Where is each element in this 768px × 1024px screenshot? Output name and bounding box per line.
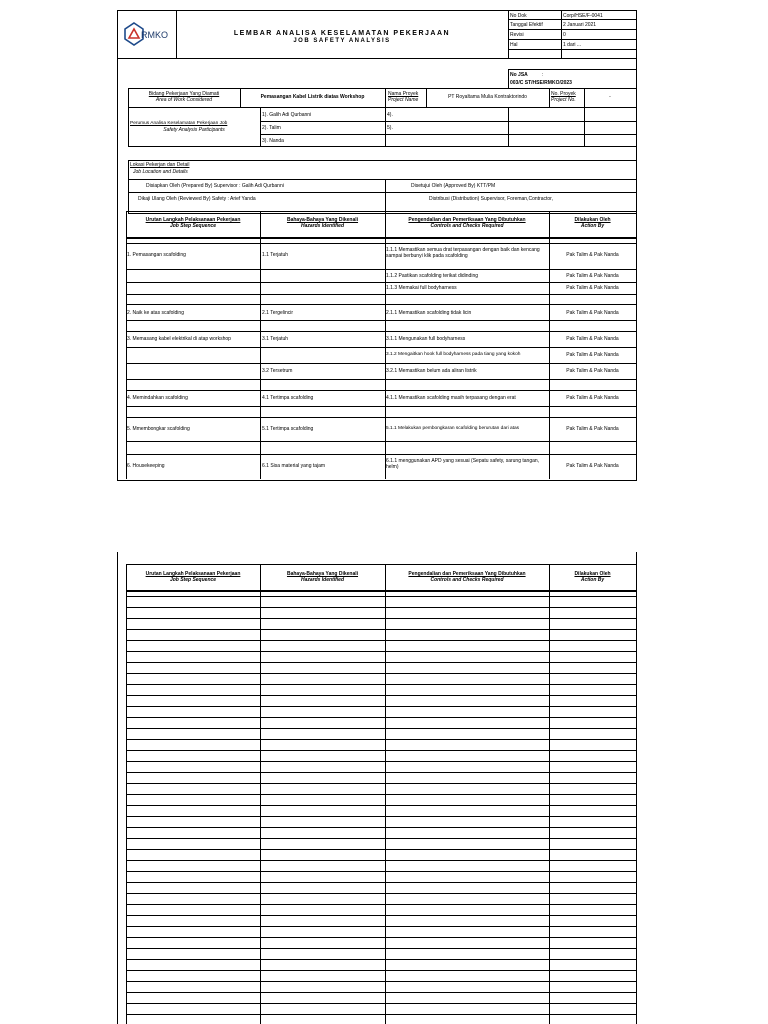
blank-table-row bbox=[126, 893, 636, 894]
blank-table-row bbox=[126, 915, 636, 916]
blank-table-row bbox=[126, 596, 636, 597]
blank-table-row bbox=[126, 750, 636, 751]
blank-table-row bbox=[126, 640, 636, 641]
participant-5: 5). bbox=[387, 125, 393, 131]
col-header-step-en: Job Step Sequence bbox=[169, 577, 217, 583]
cell-control: 1.1.3 Memakai full bodyharness bbox=[386, 285, 457, 291]
col-header-control-en: Controls and Checks Required bbox=[430, 577, 504, 583]
location-label: Lokasi Pekerjan dan Detail bbox=[130, 162, 190, 168]
blank-table-row bbox=[126, 651, 636, 652]
area-label: Bidang Pekerjaan Yang Diamati bbox=[148, 91, 220, 97]
cell-control: 1.1.1 Memastikan semua drat terpasangan dengan baik dan kencang sampai berbunyi klik pada scafolding bbox=[386, 247, 540, 259]
blank-table-row bbox=[126, 838, 636, 839]
project-name-label-en: Project Name bbox=[388, 97, 419, 103]
blank-table-row bbox=[126, 1014, 636, 1015]
jsa-page-2 bbox=[117, 552, 637, 1024]
project-no-value: - bbox=[609, 94, 611, 100]
logo-text: RMKO bbox=[141, 30, 168, 40]
cell-action: Pak Talim & Pak Nanda bbox=[566, 310, 619, 316]
blank-table-row bbox=[126, 948, 636, 949]
col-header-action: Dilakukan Oleh bbox=[574, 217, 611, 223]
col-header-step: Urutan Langkah Pelaksanaan Pekerjaan bbox=[145, 571, 241, 577]
blank-table-row bbox=[126, 783, 636, 784]
prepared-by: Disiapkan Oleh (Prepared By) Supervisor : Galih Adi Qurbanni bbox=[146, 183, 284, 189]
jsa-page-1: RMKO LEMBAR ANALISA KESELAMATAN PEKERJAAN JOB SAFETY ANALYSIS No Dok Corp/HSE/F-0041 Tanggal Efektif 2 Januari 2021 Revisi 0 Hal 1 dari ... No JSA : 003/C ST/HSE/RMKO/2023 Bidang Pekerjaan Yang Diamati Area of Work Considered Pemasangan Kabel Listrik diatas Workshop Nama Proyek Project Name PT Royaltama Mulia Kontraktorindo No. Proyek Project No. - Perumus Analisa Keselamatan Pekerjaan Job Safety Analysis Participants 1). Galih Adi Qurbanni 2). Talim 3). Nanda 4). 5). Lokasi Pekerjan dan Detail Job Location and Details Disiapkan Oleh (Prepared By) Supervisor : Galih Adi Qurbanni Disetujui Oleh (Approved By) KTT/PM Dikaji Ulang Oleh (Reviewed By) Safety : Arief Yanda Distribusi (Distribution) Supervisor, Foreman,Contractor, Urutan Langkah Pelaksanaan Pekerjaan Job Step Sequence Bahaya-Bahaya Yang Dikenali Hazards Identified Pengendalian dan Pemeriksaan Yang Dibutuhkan Controls and Checks Required Dilakukan Oleh Action By 1. Pemasangan scafolding 1.1 Terjatuh 1.1.1 Memastikan semua drat terpasangan dengan baik dan kencang sampai berbunyi klik pada scafolding Pak Talim & Pak Nanda 1.1.2 Pastikan scafolding terikat didinding Pak Talim & Pak Nanda 1.1.3 Memakai full bodyharness Pak Talim & Pak Nanda 2. Naik ke atas scafolding 2.1 Tergelincir 2.1.1 Memastikan scafolding tidak licin Pak Talim & Pak Nanda 3. Memasang kabel elektrikal di atap workshop 3.1 Terjatuh 3.1.1 Mengunakan full bodyharness Pak Talim & Pak Nanda 3.1.2 Mengaitkan hook full bodyharness pada tiang yang kokoh Pak Talim & Pak Nanda 3.2 Tersetrum 3.2.1 Memastikan belum ada aliran listrik Pak Talim & Pak Nanda 4. Memindahkan scafolding 4.1 Tertimpa scafolding 4.1.1 Memastikan scafolding masih terpasang dengan erat Pak Talim & Pak Nanda 5. Mmembongkar scafolding 5.1 Tertimpa scafolding 5.1.1 Melakukan pembongkaran scafolding berurutan dari atas Pak Talim & Pak Nanda 6. Housekeeping 6.1 Sisa material yang tajam 6.1.1 menggunakan APD yang sesuai (Sepatu safety, sarung tangan, helm) Pak Talim & Pak Nanda bbox=[117, 10, 637, 481]
cell-control: 5.1.1 Melakukan pembongkaran scafolding berurutan dari atas bbox=[386, 426, 520, 431]
blank-table-row bbox=[126, 717, 636, 718]
cell-action: Pak Talim & Pak Nanda bbox=[566, 273, 619, 279]
col-header-control-en: Controls and Checks Required bbox=[430, 223, 504, 229]
col-header-step: Urutan Langkah Pelaksanaan Pekerjaan bbox=[145, 217, 241, 223]
cell-hazard: 5.1 Tertimpa scafolding bbox=[262, 426, 314, 432]
col-header-step-en: Job Step Sequence bbox=[169, 223, 217, 229]
cell-step: 3. Memasang kabel elektrikal di atap workshop bbox=[127, 336, 231, 342]
blank-table-row bbox=[126, 959, 636, 960]
blank-table-row bbox=[126, 728, 636, 729]
cell-step: 6. Housekeeping bbox=[127, 463, 165, 469]
cell-action: Pak Talim & Pak Nanda bbox=[566, 395, 619, 401]
col-header-hazard-en: Hazards Identified bbox=[300, 577, 345, 583]
blank-table-row bbox=[126, 904, 636, 905]
blank-table-row bbox=[126, 662, 636, 663]
jsa-number-label: No JSA bbox=[510, 72, 528, 78]
document-title: LEMBAR ANALISA KESELAMATAN PEKERJAAN bbox=[233, 30, 451, 37]
cell-step: 5. Mmembongkar scafolding bbox=[127, 426, 190, 432]
blank-table-row bbox=[126, 695, 636, 696]
cell-action: Pak Talim & Pak Nanda bbox=[566, 336, 619, 342]
blank-table-row bbox=[126, 629, 636, 630]
blank-table-row bbox=[126, 673, 636, 674]
jsa-number-value: 003/C ST/HSE/RMKO/2023 bbox=[510, 80, 572, 86]
cell-hazard: 6.1 Sisa material yang tajam bbox=[262, 463, 326, 469]
cell-control: 1.1.2 Pastikan scafolding terikat didinding bbox=[386, 273, 479, 279]
document-subtitle: JOB SAFETY ANALYSIS bbox=[293, 38, 391, 44]
cell-hazard: 4.1 Tertimpa scafolding bbox=[262, 395, 314, 401]
blank-table-row bbox=[126, 684, 636, 685]
col-header-hazard-en: Hazards Identified bbox=[300, 223, 345, 229]
area-label-en: Area of Work Considered bbox=[155, 97, 213, 103]
project-no-label: No. Proyek bbox=[551, 91, 576, 97]
col-header-control: Pengendalian dan Pemeriksaan Yang Dibutuhkan bbox=[408, 217, 526, 223]
participant-1: 1). Galih Adi Qurbanni bbox=[262, 112, 312, 118]
blank-table-row bbox=[126, 607, 636, 608]
cell-step: 1. Pemasangan scafolding bbox=[127, 252, 186, 258]
meta-value-revision: 0 bbox=[563, 32, 566, 38]
col-header-control: Pengendalian dan Pemeriksaan Yang Dibutuhkan bbox=[408, 571, 526, 577]
cell-action: Pak Talim & Pak Nanda bbox=[566, 463, 619, 469]
cell-action: Pak Talim & Pak Nanda bbox=[566, 368, 619, 374]
meta-value-page: 1 dari ... bbox=[563, 42, 582, 48]
blank-table-row bbox=[126, 706, 636, 707]
col-header-action: Dilakukan Oleh bbox=[574, 571, 611, 577]
location-label-en: Job Location and Details bbox=[133, 169, 188, 175]
blank-table-row bbox=[126, 992, 636, 993]
meta-value-doc-no: Corp/HSE/F-0041 bbox=[563, 13, 603, 19]
blank-table-row bbox=[126, 816, 636, 817]
participants-label: Perumus Analisa Keselamatan Pekerjaan Job bbox=[130, 121, 228, 126]
cell-step: 4. Memindahkan scafolding bbox=[127, 395, 188, 401]
company-logo bbox=[124, 22, 174, 48]
blank-table-row bbox=[126, 849, 636, 850]
cell-action: Pak Talim & Pak Nanda bbox=[566, 285, 619, 291]
cell-hazard: 1.1 Terjatuh bbox=[262, 252, 289, 258]
blank-table-row bbox=[126, 981, 636, 982]
blank-table-row bbox=[126, 761, 636, 762]
cell-hazard: 2.1 Tergelincir bbox=[262, 310, 294, 316]
blank-table-row bbox=[126, 794, 636, 795]
blank-table-row bbox=[126, 871, 636, 872]
blank-table-row bbox=[126, 739, 636, 740]
blank-table-row bbox=[126, 827, 636, 828]
cell-action: Pak Talim & Pak Nanda bbox=[566, 426, 619, 432]
meta-label-doc-no: No Dok bbox=[510, 13, 527, 19]
blank-table-row bbox=[126, 618, 636, 619]
blank-table-row bbox=[126, 970, 636, 971]
participant-2: 2). Talim bbox=[262, 125, 281, 131]
participants-label-en: Safety Analysis Participants bbox=[163, 127, 225, 133]
cell-hazard: 3.2 Tersetrum bbox=[262, 368, 293, 374]
meta-label-page: Hal bbox=[510, 42, 518, 48]
col-header-hazard: Bahaya-Bahaya Yang Dikenali bbox=[286, 571, 359, 577]
approved-by: Disetujui Oleh (Approved By) KTT/PM bbox=[411, 183, 496, 189]
project-no-label-en: Project No. bbox=[551, 97, 576, 103]
cell-control: 3.2.1 Memastikan belum ada aliran listrik bbox=[386, 368, 477, 374]
cell-control: 3.1.1 Mengunakan full bodyharness bbox=[386, 336, 466, 342]
area-value: Pemasangan Kabel Listrik diatas Workshop bbox=[260, 94, 365, 100]
meta-value-effective-date: 2 Januari 2021 bbox=[563, 22, 597, 28]
cell-action: Pak Talim & Pak Nanda bbox=[566, 352, 619, 358]
blank-table-row bbox=[126, 805, 636, 806]
col-header-hazard: Bahaya-Bahaya Yang Dikenali bbox=[286, 217, 359, 223]
cell-step: 2. Naik ke atas scafolding bbox=[127, 310, 184, 316]
blank-table-row bbox=[126, 937, 636, 938]
project-name-value: PT Royaltama Mulia Kontraktorindo bbox=[448, 94, 527, 100]
cell-action: Pak Talim & Pak Nanda bbox=[566, 252, 619, 258]
project-name-label: Nama Proyek bbox=[388, 91, 419, 97]
cell-control: 4.1.1 Memastikan scafolding masih terpasang dengan erat bbox=[386, 395, 516, 401]
cell-control: 2.1.1 Memastikan scafolding tidak licin bbox=[386, 310, 472, 316]
meta-label-revision: Revisi bbox=[510, 32, 524, 38]
blank-table-row bbox=[126, 1003, 636, 1004]
distribution: Distribusi (Distribution) Supervisor, Foreman,Contractor, bbox=[429, 196, 553, 202]
blank-table-row bbox=[126, 926, 636, 927]
col-header-action-en: Action By bbox=[580, 223, 605, 229]
blank-table-row bbox=[126, 772, 636, 773]
cell-control: 3.1.2 Mengaitkan hook full bodyharness pada tiang yang kokoh bbox=[386, 352, 521, 357]
cell-hazard: 3.1 Terjatuh bbox=[262, 336, 289, 342]
participant-4: 4). bbox=[387, 112, 393, 118]
reviewed-by: Dikaji Ulang Oleh (Reviewed By) Safety : Arief Yanda bbox=[138, 196, 256, 202]
participant-3: 3). Nanda bbox=[262, 138, 284, 144]
cell-control: 6.1.1 menggunakan APD yang sesuai (Sepatu safety, sarung tangan, helm) bbox=[386, 458, 540, 470]
col-header-action-en: Action By bbox=[580, 577, 605, 583]
blank-table-row bbox=[126, 882, 636, 883]
blank-table-row bbox=[126, 860, 636, 861]
meta-label-effective-date: Tanggal Efektif bbox=[510, 22, 543, 28]
